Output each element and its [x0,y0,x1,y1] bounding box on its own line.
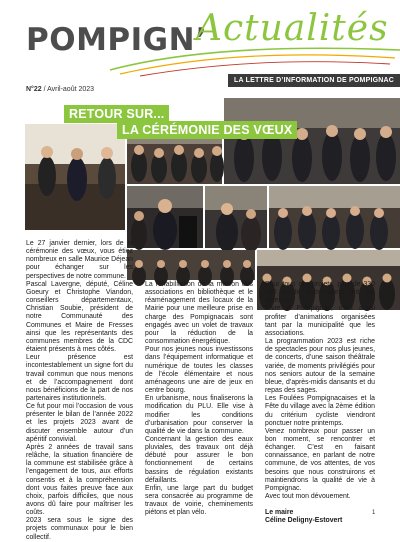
paragraph: Pour nos jeunes nous investissons dans l’équipement informatique et numérique de toutes les classes de l’école élémentaire et nous aménageons une aire de jeux en centre bourg. [145,346,253,395]
photo-mayor-podium [127,186,203,248]
paragraph: Le 27 janvier dernier, lors de la cérémonie des vœux, vous étiez nombreux en salle Maurice Déjean pour échanger sur les perspectives de notre commune. [26,240,133,280]
signature-name: Céline Deligny-Estovert [265,517,343,525]
photo-officials-stage [224,98,400,184]
logo-swoosh-icon [110,36,400,76]
banner-retour-sur: RETOUR SUR... [64,105,169,123]
banner-ceremonie: LA CÉRÉMONIE DES VŒUX [117,121,297,139]
paragraph: La programmation 2023 est riche de spectacles pour nos plus jeunes, de concerts, d’une saison théâtrale variée, de moments privilégiés pour nos seniors autour de la semaine bleue, d’après-midis dansants et du repas des sages. [265,338,375,395]
paragraph: Pascal Lavergne, député, Céline Goeury et Christophe Viandon, conseillers départementaux, Christian Soubie, président de notre Communauté des Communes et Maire de Fresses ainsi que les représentants des communes membres de la CDC étaient présents à mes côtés. [26,280,133,354]
signature-title: Le maire [265,509,294,517]
masthead [0,0,400,93]
paragraph: Après 2 années de travail sans relâche, la situation financière de la commune est stabilisée grâce à l’engagement de tous, aux efforts consentis et à la compréhension dont vous faites preuve face aux choix, parfois difficiles, que nous avons dû faire pour maîtriser les coûts. [26,443,133,517]
paragraph: En urbanisme, nous finaliserons la modification du PLU. Elle vise à modifier les conditions d’urbanisation pour conserver la qualité de vie dans la commune. [145,395,253,435]
issue-number: N°22 [26,86,42,93]
article-column-1 [26,240,133,542]
issue-period: / Avril-août 2023 [41,86,95,93]
paragraph: Les Foulées Pompignacaises et la Fête du village avec la 2ème édition du critérium cycliste viendront ponctuer notre printemps. [265,395,375,427]
paragraph: Venez nombreux pour passer un bon moment, se rencontrer et échanger. C’est en faisant connaissance, en parlant de notre commune, de vos attentes, de vos besoins que nous construirons et maintiendrons la qualité de vie à Pompignac. [265,427,375,492]
issue-info [26,86,94,93]
photo-crowd-strip [127,250,255,280]
logo-actualites: Actualités [196,8,389,49]
paragraph: Pour tous ces projets, plus de 330 000 € de subventions ont été obtenus. [265,281,375,305]
tagline-bar: LA LETTRE D’INFORMATION DE POMPIGNAC [228,74,400,87]
signature [265,509,375,525]
article-column-3 [265,281,375,526]
paragraph: Concernant la gestion des eaux pluviales, des travaux ont déjà débuté pour assurer le bon fonctionnement de certains bassins de régulation existants défaillants. [145,435,253,484]
paragraph: Avec tout mon dévouement. [265,493,351,501]
paragraph: La réhabilitation de la maison des associations en bibliothèque et le réaménagement des locaux de la Mairie pour une meilleure prise en charge des Pompignacais sont engagés avec un volet de travaux pour la réduction de la consommation énergétique. [145,281,253,346]
paragraph: Vivre à Pompignac, c’est aussi profiter d’animations organisées tant par la municipalité que les associations. [265,305,375,337]
paragraph: Enfin, une large part du budget sera consacrée au programme de travaux de voirie, cheminements piétons et plan vélo. [145,484,253,517]
photo-guests-group [269,186,400,248]
page-number: 1 [372,510,376,516]
photo-ceremony-speakers [25,124,125,230]
photo-podium-close [205,186,267,248]
logo-pompignac: POMPIGN’ [26,22,208,58]
paragraph: Ce fut pour moi l’occasion de vous présenter le bilan de l’année 2022 et les projets 2023 avant de discuter ensemble autour d’un apéritif convivial. [26,403,133,443]
paragraph: 2023 sera sous le signe des projets communaux pour le bien collectif. [26,517,133,541]
article-column-2 [145,281,253,518]
paragraph: Leur présence est incontestablement un signe fort du travail commun que nous menons et de l’accompagnement dont nous bénéficions de la part de nos partenaires institutionnels. [26,354,133,402]
